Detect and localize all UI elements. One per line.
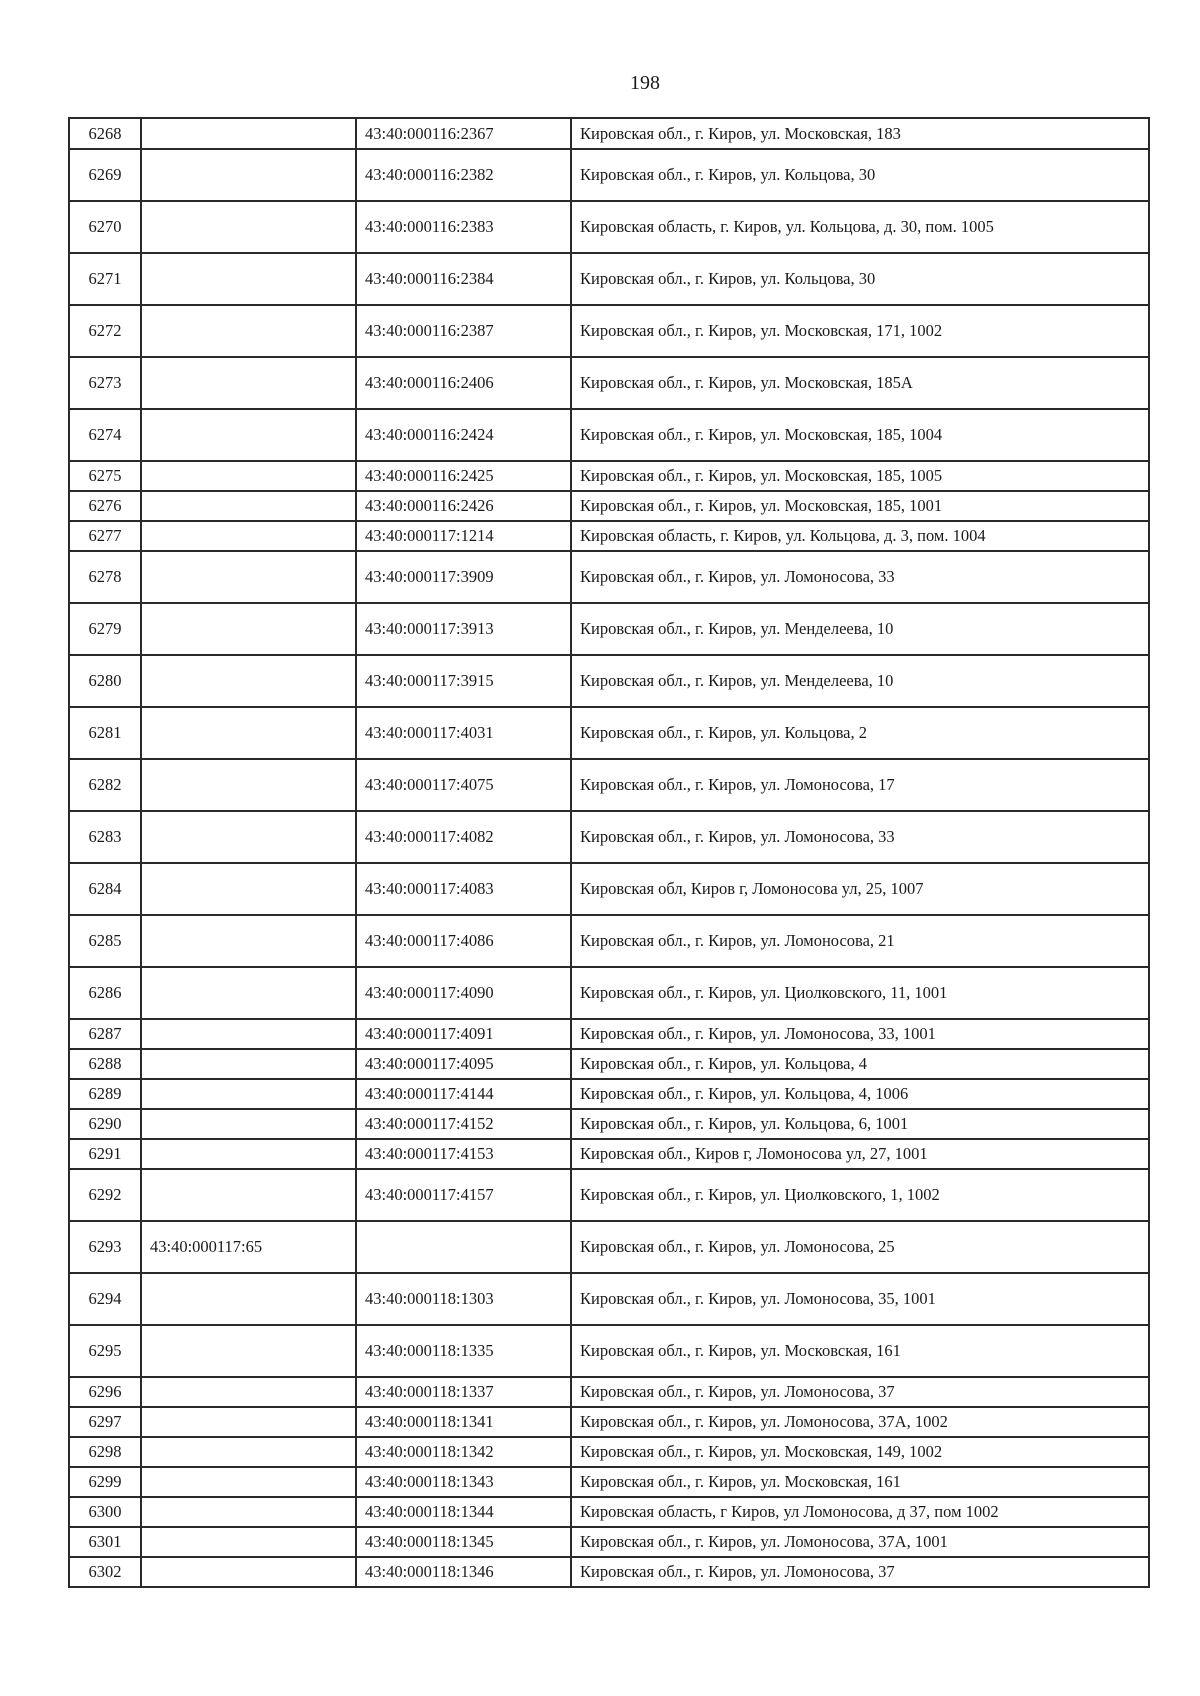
object-cadastral-number-cell: 43:40:000118:1342 — [356, 1437, 571, 1467]
object-cadastral-number-cell: 43:40:000118:1344 — [356, 1497, 571, 1527]
land-cadastral-number-cell — [141, 1049, 356, 1079]
address-cell: Кировская обл, Киров г, Ломоносова ул, 25, 1007 — [571, 863, 1149, 915]
land-cadastral-number-cell — [141, 521, 356, 551]
table-row — [69, 603, 1149, 655]
table-row — [69, 201, 1149, 253]
address-cell: Кировская обл., г. Киров, ул. Ломоносова, 37 — [571, 1557, 1149, 1587]
table-row — [69, 1527, 1149, 1557]
row-number-cell: 6290 — [69, 1109, 141, 1139]
row-number-cell: 6298 — [69, 1437, 141, 1467]
land-cadastral-number-cell — [141, 811, 356, 863]
object-cadastral-number-cell: 43:40:000117:4086 — [356, 915, 571, 967]
object-cadastral-number-cell: 43:40:000117:1214 — [356, 521, 571, 551]
land-cadastral-number-cell — [141, 491, 356, 521]
object-cadastral-number-cell: 43:40:000117:4083 — [356, 863, 571, 915]
registry-table — [68, 117, 1150, 1588]
object-cadastral-number-cell: 43:40:000117:4144 — [356, 1079, 571, 1109]
address-cell: Кировская обл., г. Киров, ул. Московская, 161 — [571, 1467, 1149, 1497]
row-number-cell: 6293 — [69, 1221, 141, 1273]
land-cadastral-number-cell — [141, 253, 356, 305]
object-cadastral-number-cell: 43:40:000117:4082 — [356, 811, 571, 863]
row-number-cell: 6272 — [69, 305, 141, 357]
row-number-cell: 6269 — [69, 149, 141, 201]
object-cadastral-number-cell: 43:40:000118:1303 — [356, 1273, 571, 1325]
object-cadastral-number-cell: 43:40:000117:3913 — [356, 603, 571, 655]
object-cadastral-number-cell: 43:40:000118:1335 — [356, 1325, 571, 1377]
row-number-cell: 6299 — [69, 1467, 141, 1497]
table-row — [69, 305, 1149, 357]
address-cell: Кировская обл., г. Киров, ул. Ломоносова, 25 — [571, 1221, 1149, 1273]
land-cadastral-number-cell — [141, 1109, 356, 1139]
land-cadastral-number-cell — [141, 1169, 356, 1221]
land-cadastral-number-cell — [141, 603, 356, 655]
table-row — [69, 707, 1149, 759]
address-cell: Кировская область, г Киров, ул Ломоносова, д 37, пом 1002 — [571, 1497, 1149, 1527]
land-cadastral-number-cell — [141, 1527, 356, 1557]
row-number-cell: 6271 — [69, 253, 141, 305]
object-cadastral-number-cell: 43:40:000117:4075 — [356, 759, 571, 811]
land-cadastral-number-cell — [141, 118, 356, 149]
land-cadastral-number-cell — [141, 655, 356, 707]
row-number-cell: 6288 — [69, 1049, 141, 1079]
row-number-cell: 6274 — [69, 409, 141, 461]
row-number-cell: 6281 — [69, 707, 141, 759]
table-row — [69, 1049, 1149, 1079]
address-cell: Кировская обл., г. Киров, ул. Менделеева, 10 — [571, 603, 1149, 655]
land-cadastral-number-cell — [141, 1467, 356, 1497]
address-cell: Кировская обл., г. Киров, ул. Кольцова, 30 — [571, 253, 1149, 305]
address-cell: Кировская обл., г. Киров, ул. Ломоносова, 33 — [571, 551, 1149, 603]
land-cadastral-number-cell — [141, 915, 356, 967]
address-cell: Кировская обл., г. Киров, ул. Ломоносова, 33 — [571, 811, 1149, 863]
land-cadastral-number-cell — [141, 1407, 356, 1437]
object-cadastral-number-cell: 43:40:000116:2387 — [356, 305, 571, 357]
object-cadastral-number-cell: 43:40:000117:4152 — [356, 1109, 571, 1139]
address-cell: Кировская область, г. Киров, ул. Кольцова, д. 3, пом. 1004 — [571, 521, 1149, 551]
row-number-cell: 6280 — [69, 655, 141, 707]
table-row — [69, 1019, 1149, 1049]
address-cell: Кировская обл., г. Киров, ул. Московская, 183 — [571, 118, 1149, 149]
land-cadastral-number-cell — [141, 201, 356, 253]
address-cell: Кировская обл., г. Киров, ул. Ломоносова, 37 — [571, 1377, 1149, 1407]
address-cell: Кировская обл., г. Киров, ул. Московская, 171, 1002 — [571, 305, 1149, 357]
table-row — [69, 521, 1149, 551]
table-row — [69, 253, 1149, 305]
object-cadastral-number-cell: 43:40:000117:4153 — [356, 1139, 571, 1169]
row-number-cell: 6289 — [69, 1079, 141, 1109]
address-cell: Кировская обл., г. Киров, ул. Ломоносова, 17 — [571, 759, 1149, 811]
address-cell: Кировская обл., г. Киров, ул. Ломоносова, 21 — [571, 915, 1149, 967]
table-row — [69, 551, 1149, 603]
row-number-cell: 6270 — [69, 201, 141, 253]
address-cell: Кировская обл., г. Киров, ул. Кольцова, 6, 1001 — [571, 1109, 1149, 1139]
table-row — [69, 149, 1149, 201]
object-cadastral-number-cell: 43:40:000116:2424 — [356, 409, 571, 461]
land-cadastral-number-cell — [141, 551, 356, 603]
land-cadastral-number-cell — [141, 461, 356, 491]
row-number-cell: 6278 — [69, 551, 141, 603]
address-cell: Кировская обл., г. Киров, ул. Кольцова, 4 — [571, 1049, 1149, 1079]
row-number-cell: 6300 — [69, 1497, 141, 1527]
land-cadastral-number-cell — [141, 305, 356, 357]
address-cell: Кировская обл., г. Киров, ул. Московская, 185А — [571, 357, 1149, 409]
address-cell: Кировская обл., г. Киров, ул. Ломоносова, 37А, 1002 — [571, 1407, 1149, 1437]
table-row — [69, 1273, 1149, 1325]
row-number-cell: 6291 — [69, 1139, 141, 1169]
table-row — [69, 461, 1149, 491]
row-number-cell: 6273 — [69, 357, 141, 409]
object-cadastral-number-cell: 43:40:000117:4031 — [356, 707, 571, 759]
land-cadastral-number-cell — [141, 1437, 356, 1467]
address-cell: Кировская обл., г. Киров, ул. Ломоносова, 37А, 1001 — [571, 1527, 1149, 1557]
row-number-cell: 6268 — [69, 118, 141, 149]
address-cell: Кировская обл., г. Киров, ул. Менделеева, 10 — [571, 655, 1149, 707]
table-row — [69, 863, 1149, 915]
table-row — [69, 357, 1149, 409]
table-row — [69, 409, 1149, 461]
address-cell: Кировская обл., г. Киров, ул. Московская, 161 — [571, 1325, 1149, 1377]
object-cadastral-number-cell: 43:40:000117:4157 — [356, 1169, 571, 1221]
row-number-cell: 6296 — [69, 1377, 141, 1407]
address-cell: Кировская обл., г. Киров, ул. Ломоносова, 35, 1001 — [571, 1273, 1149, 1325]
land-cadastral-number-cell — [141, 967, 356, 1019]
address-cell: Кировская обл., г. Киров, ул. Кольцова, 2 — [571, 707, 1149, 759]
page-number: 198 — [630, 72, 660, 94]
object-cadastral-number-cell: 43:40:000117:3915 — [356, 655, 571, 707]
address-cell: Кировская обл., г. Киров, ул. Циолковского, 1, 1002 — [571, 1169, 1149, 1221]
object-cadastral-number-cell: 43:40:000117:4095 — [356, 1049, 571, 1079]
object-cadastral-number-cell: 43:40:000116:2383 — [356, 201, 571, 253]
land-cadastral-number-cell — [141, 1377, 356, 1407]
address-cell: Кировская обл., г. Киров, ул. Московская, 185, 1004 — [571, 409, 1149, 461]
table-row — [69, 1467, 1149, 1497]
land-cadastral-number-cell — [141, 1557, 356, 1587]
row-number-cell: 6294 — [69, 1273, 141, 1325]
address-cell: Кировская обл., г. Киров, ул. Московская, 185, 1001 — [571, 491, 1149, 521]
address-cell: Кировская область, г. Киров, ул. Кольцова, д. 30, пом. 1005 — [571, 201, 1149, 253]
land-cadastral-number-cell — [141, 1273, 356, 1325]
object-cadastral-number-cell: 43:40:000116:2384 — [356, 253, 571, 305]
table-row — [69, 811, 1149, 863]
land-cadastral-number-cell — [141, 149, 356, 201]
address-cell: Кировская обл., г. Киров, ул. Кольцова, 4, 1006 — [571, 1079, 1149, 1109]
object-cadastral-number-cell: 43:40:000116:2426 — [356, 491, 571, 521]
table-row — [69, 118, 1149, 149]
table-row — [69, 655, 1149, 707]
address-cell: Кировская обл., г. Киров, ул. Ломоносова, 33, 1001 — [571, 1019, 1149, 1049]
object-cadastral-number-cell: 43:40:000118:1346 — [356, 1557, 571, 1587]
object-cadastral-number-cell: 43:40:000116:2425 — [356, 461, 571, 491]
row-number-cell: 6292 — [69, 1169, 141, 1221]
land-cadastral-number-cell: 43:40:000117:65 — [141, 1221, 356, 1273]
table-row — [69, 1557, 1149, 1587]
object-cadastral-number-cell: 43:40:000118:1337 — [356, 1377, 571, 1407]
row-number-cell: 6283 — [69, 811, 141, 863]
row-number-cell: 6295 — [69, 1325, 141, 1377]
row-number-cell: 6275 — [69, 461, 141, 491]
table-row — [69, 1221, 1149, 1273]
row-number-cell: 6282 — [69, 759, 141, 811]
land-cadastral-number-cell — [141, 1325, 356, 1377]
land-cadastral-number-cell — [141, 863, 356, 915]
address-cell: Кировская обл., Киров г, Ломоносова ул, 27, 1001 — [571, 1139, 1149, 1169]
table-row — [69, 915, 1149, 967]
object-cadastral-number-cell: 43:40:000118:1341 — [356, 1407, 571, 1437]
table-row — [69, 1377, 1149, 1407]
registry-table-body — [69, 118, 1149, 1587]
row-number-cell: 6287 — [69, 1019, 141, 1049]
row-number-cell: 6297 — [69, 1407, 141, 1437]
address-cell: Кировская обл., г. Киров, ул. Кольцова, 30 — [571, 149, 1149, 201]
land-cadastral-number-cell — [141, 1079, 356, 1109]
row-number-cell: 6285 — [69, 915, 141, 967]
object-cadastral-number-cell: 43:40:000118:1345 — [356, 1527, 571, 1557]
address-cell: Кировская обл., г. Киров, ул. Московская, 185, 1005 — [571, 461, 1149, 491]
row-number-cell: 6301 — [69, 1527, 141, 1557]
table-row — [69, 967, 1149, 1019]
object-cadastral-number-cell: 43:40:000116:2367 — [356, 118, 571, 149]
land-cadastral-number-cell — [141, 759, 356, 811]
row-number-cell: 6276 — [69, 491, 141, 521]
table-row — [69, 1109, 1149, 1139]
row-number-cell: 6284 — [69, 863, 141, 915]
row-number-cell: 6277 — [69, 521, 141, 551]
land-cadastral-number-cell — [141, 1139, 356, 1169]
object-cadastral-number-cell: 43:40:000118:1343 — [356, 1467, 571, 1497]
row-number-cell: 6279 — [69, 603, 141, 655]
row-number-cell: 6286 — [69, 967, 141, 1019]
table-row — [69, 1407, 1149, 1437]
object-cadastral-number-cell: 43:40:000116:2382 — [356, 149, 571, 201]
table-row — [69, 1325, 1149, 1377]
table-row — [69, 1079, 1149, 1109]
address-cell: Кировская обл., г. Киров, ул. Московская, 149, 1002 — [571, 1437, 1149, 1467]
table-row — [69, 759, 1149, 811]
object-cadastral-number-cell: 43:40:000117:4090 — [356, 967, 571, 1019]
land-cadastral-number-cell — [141, 707, 356, 759]
land-cadastral-number-cell — [141, 409, 356, 461]
land-cadastral-number-cell — [141, 1019, 356, 1049]
table-row — [69, 1139, 1149, 1169]
table-row — [69, 491, 1149, 521]
table-row — [69, 1169, 1149, 1221]
table-row — [69, 1497, 1149, 1527]
address-cell: Кировская обл., г. Киров, ул. Циолковского, 11, 1001 — [571, 967, 1149, 1019]
row-number-cell: 6302 — [69, 1557, 141, 1587]
table-row — [69, 1437, 1149, 1467]
object-cadastral-number-cell: 43:40:000117:4091 — [356, 1019, 571, 1049]
object-cadastral-number-cell: 43:40:000117:3909 — [356, 551, 571, 603]
land-cadastral-number-cell — [141, 357, 356, 409]
land-cadastral-number-cell — [141, 1497, 356, 1527]
object-cadastral-number-cell: 43:40:000116:2406 — [356, 357, 571, 409]
object-cadastral-number-cell — [356, 1221, 571, 1273]
